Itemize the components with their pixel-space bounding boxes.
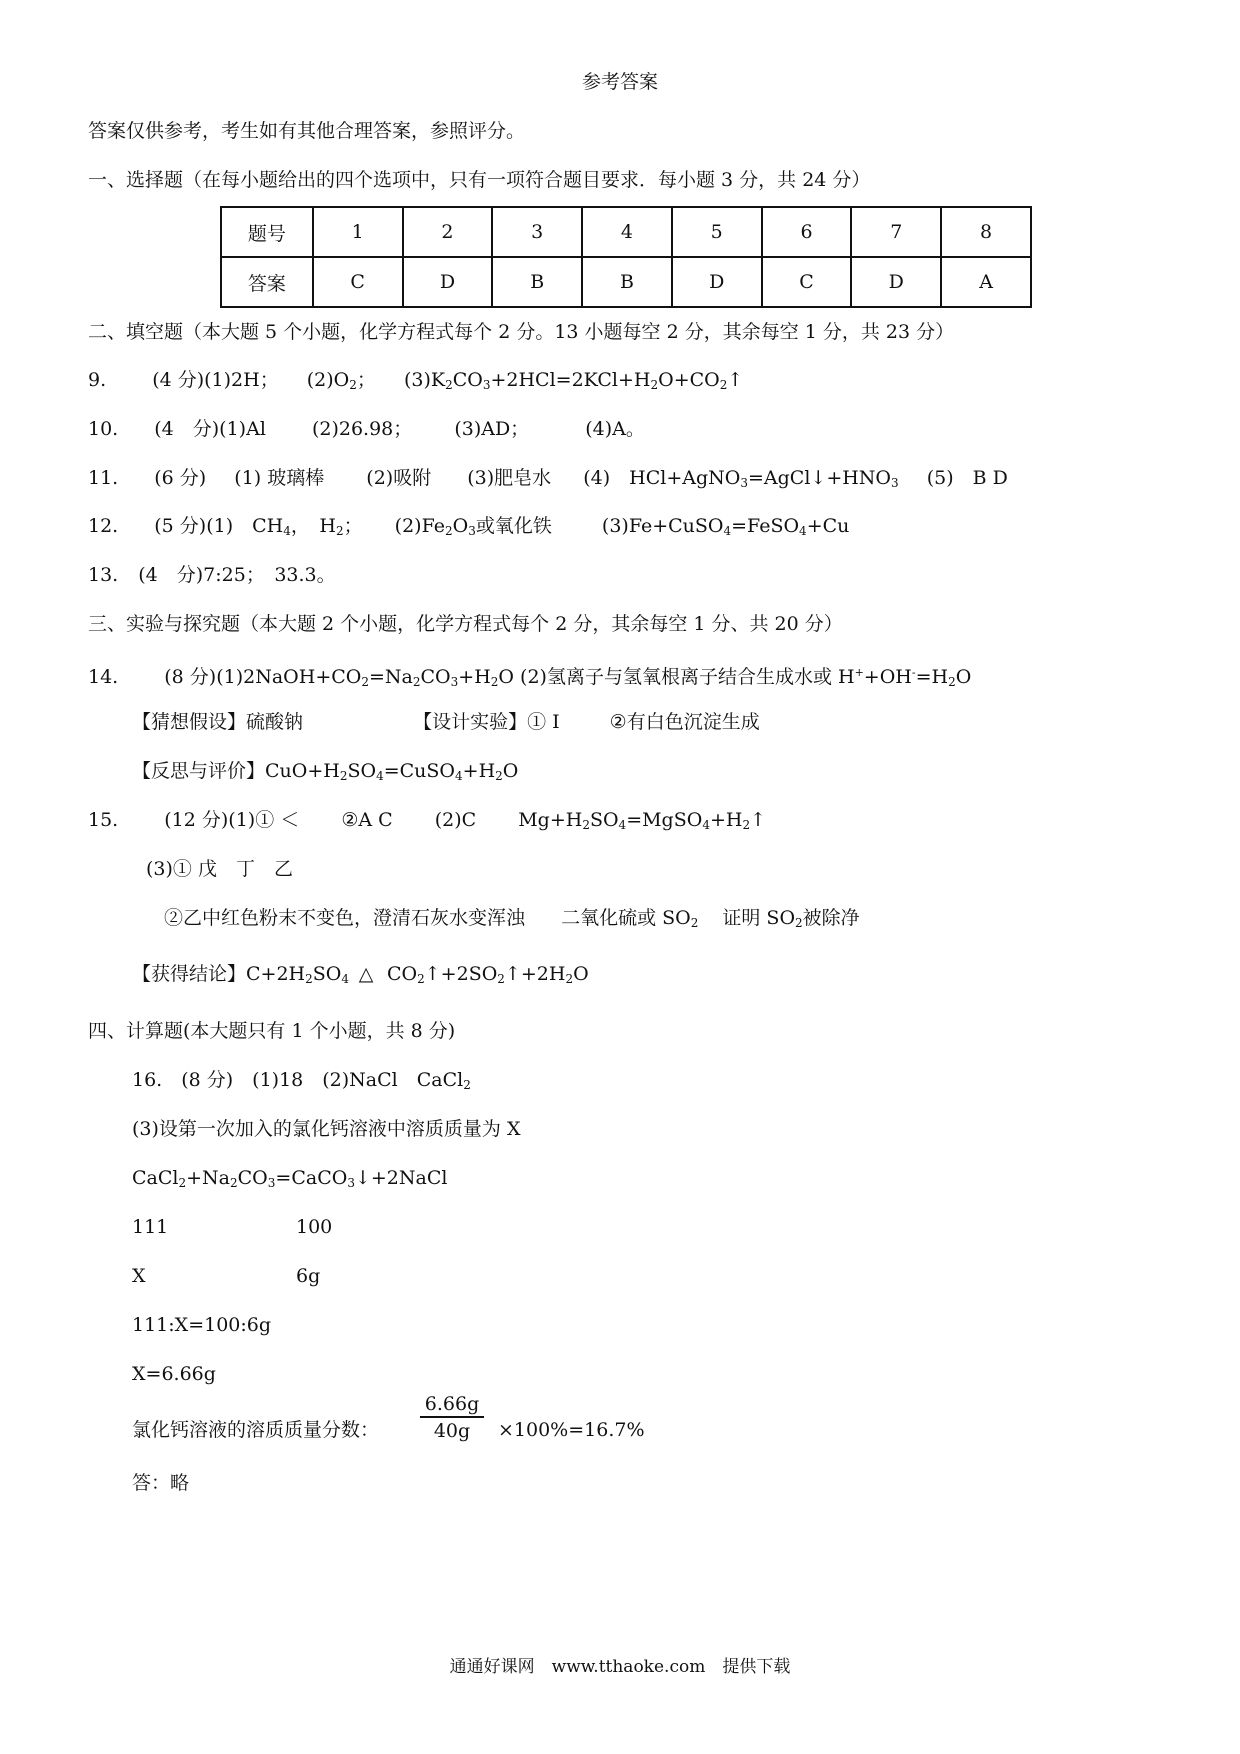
page-footer: 通通好课网 www.tthaoke.com 提供下载 — [449, 1657, 791, 1677]
q14-line-2 — [132, 710, 760, 734]
q11-part-a: (6 分) — [154, 467, 207, 489]
q9-part-b: $(2)O_2$； — [306, 369, 376, 392]
q12-part-c: (3)Fe+CuSO$_4$=FeSO$_4$+Cu — [601, 515, 850, 538]
q9-line — [88, 368, 743, 397]
q11-part-e: (4) $HCl+AgNO_3=AgCl↓+HNO_3$ — [583, 467, 899, 490]
q16-answer: 答：略 — [132, 1472, 190, 1494]
mass-caco3: 6g — [296, 1265, 321, 1287]
unknown-x: X — [132, 1265, 146, 1287]
table-cell: B — [582, 257, 672, 307]
q11-part-d: (3)肥皂水 — [467, 467, 552, 489]
q10-part-b: (2)26.98； — [311, 418, 413, 440]
table-cell: A — [941, 257, 1031, 307]
heat-triangle-icon: △ — [358, 963, 374, 985]
q15-purpose: 证明 $SO_2$被除净 — [722, 907, 860, 930]
q15-part-b: ②A C — [341, 809, 393, 831]
question-number: 10. — [88, 418, 119, 440]
q16-percent-result: ×100%=16.7% — [498, 1419, 645, 1441]
table-cell: 6 — [762, 207, 852, 257]
table-cell: C — [762, 257, 852, 307]
q15-line-1 — [88, 808, 766, 837]
q16-line-1: 16. (8 分) (1)18 (2)NaCl CaCl$_2$ — [132, 1069, 471, 1092]
q15-observation: ②乙中红色粉末不变色，澄清石灰水变浑浊 — [164, 907, 526, 929]
q15-line-2: (3)① 戊 丁 乙 — [146, 858, 293, 880]
q10-part-d: (4)A。 — [585, 418, 645, 440]
molar-mass-caco3: 100 — [296, 1216, 333, 1238]
q16-equation: $CaCl_2+Na_2CO_3=CaCO_3↓+2NaCl$ — [132, 1167, 448, 1190]
table-cell: 1 — [313, 207, 403, 257]
table-cell: 2 — [403, 207, 493, 257]
q11-part-b: (1) 玻璃棒 — [234, 467, 325, 489]
section-1-heading: 一、选择题（在每小题给出的四个选项中，只有一项符合题目要求．每小题 3 分，共 24 分） — [88, 169, 871, 191]
q11-part-f: (5) B D — [926, 467, 1008, 489]
q14-hypothesis: 【猜想假设】硫酸钠 — [132, 711, 304, 733]
q13-line — [88, 563, 336, 587]
fraction — [420, 1392, 484, 1444]
q14-line-3 — [132, 759, 518, 788]
q14-part-1: (8 分)$(1)2NaOH+CO_2=Na_2CO_3+H_2O$ (2)氢离子与氢氧根离子结合生成水或 $H^++OH^-=H_2O$ — [164, 666, 972, 689]
q15-conclusion: 【获得结论】$C+2H_2SO_4$ △ $CO_2↑+2SO_2↑+2H_2O$ — [132, 963, 589, 986]
question-number: 12. — [88, 515, 119, 537]
section-2-heading: 二、填空题（本大题 5 个小题，化学方程式每个 2 分。13 小题每空 2 分，其余每空 1 分，共 23 分） — [88, 321, 955, 343]
q16-result: X=6.66g — [132, 1363, 216, 1385]
question-number: 9. — [88, 369, 107, 391]
q11-part-c: (2)吸附 — [366, 467, 432, 489]
row-label-answer: 答案 — [221, 257, 313, 307]
section-4-heading: 四、计算题(本大题只有 1 个小题，共 8 分) — [88, 1020, 456, 1042]
q14-design: 【设计实验】① I — [413, 711, 560, 733]
q14-line-1 — [88, 661, 971, 694]
table-cell: 3 — [492, 207, 582, 257]
table-cell: D — [851, 257, 941, 307]
q10-part-a: (4 分)(1)Al — [154, 418, 266, 440]
q9-part-a: (4 分)(1)2H； — [152, 369, 279, 391]
molar-mass-cacl2: 111 — [132, 1216, 169, 1238]
q13-answer: (4 分)7:25； 33.3。 — [138, 564, 336, 586]
row-label-number: 题号 — [221, 207, 313, 257]
q16-molar-row — [132, 1215, 168, 1239]
table-cell: B — [492, 257, 582, 307]
intro-note: 答案仅供参考，考生如有其他合理答案，参照评分。 — [88, 120, 526, 142]
q11-line — [88, 466, 1008, 495]
section-3-heading: 三、实验与探究题（本大题 2 个小题，化学方程式每个 2 分，其余每空 1 分、共 20 分） — [88, 613, 843, 635]
q14-reflection: 【反思与评价】$CuO+H_2SO_4=CuSO_4+H_2O$ — [132, 760, 519, 783]
table-row — [221, 207, 1031, 257]
page-title: 参考答案 — [581, 71, 658, 93]
q9-part-c: $(3)K_2CO_3+2HCl=2KCl+H_2O+CO_2↑$ — [403, 369, 744, 392]
q12-part-b: $(2)Fe_2O_3$或氧化铁 — [394, 515, 552, 538]
question-number: 13. — [88, 564, 119, 586]
table-cell: 5 — [672, 207, 762, 257]
question-number: 14. — [88, 666, 119, 688]
table-cell: 4 — [582, 207, 672, 257]
fraction-denominator: 40g — [433, 1420, 471, 1442]
q16-proportion: 111:X=100:6g — [132, 1314, 272, 1336]
table-cell: D — [672, 257, 762, 307]
question-number: 11. — [88, 467, 119, 489]
q12-part-a: (5 分)(1) $CH_4$， $H_2$； — [154, 515, 363, 538]
q14-observation: ②有白色沉淀生成 — [609, 711, 760, 733]
table-cell: 7 — [851, 207, 941, 257]
q15-line-4 — [132, 962, 589, 991]
q10-line — [88, 417, 645, 441]
table-cell: 8 — [941, 207, 1031, 257]
q10-part-c: (3)AD； — [454, 418, 530, 440]
table-cell: C — [313, 257, 403, 307]
q16-line-2: (3)设第一次加入的氯化钙溶液中溶质质量为 X — [132, 1118, 521, 1140]
fraction-numerator: 6.66g — [420, 1392, 484, 1418]
q15-part-c: (2)C — [434, 809, 477, 831]
q16-percent-label: 氯化钙溶液的溶质质量分数： — [132, 1419, 380, 1441]
q12-line — [88, 514, 849, 543]
question-number: 15. — [88, 809, 119, 831]
q15-gas: 二氧化硫或 $SO_2$ — [561, 907, 699, 930]
table-row — [221, 257, 1031, 307]
table-cell: D — [403, 257, 493, 307]
q15-part-d: $Mg+H_2SO_4=MgSO_4+H_2↑$ — [518, 809, 767, 832]
q15-line-3 — [164, 906, 860, 935]
choice-answer-table — [220, 206, 1032, 308]
q15-part-a: (12 分)(1)① ＜ — [164, 809, 300, 831]
